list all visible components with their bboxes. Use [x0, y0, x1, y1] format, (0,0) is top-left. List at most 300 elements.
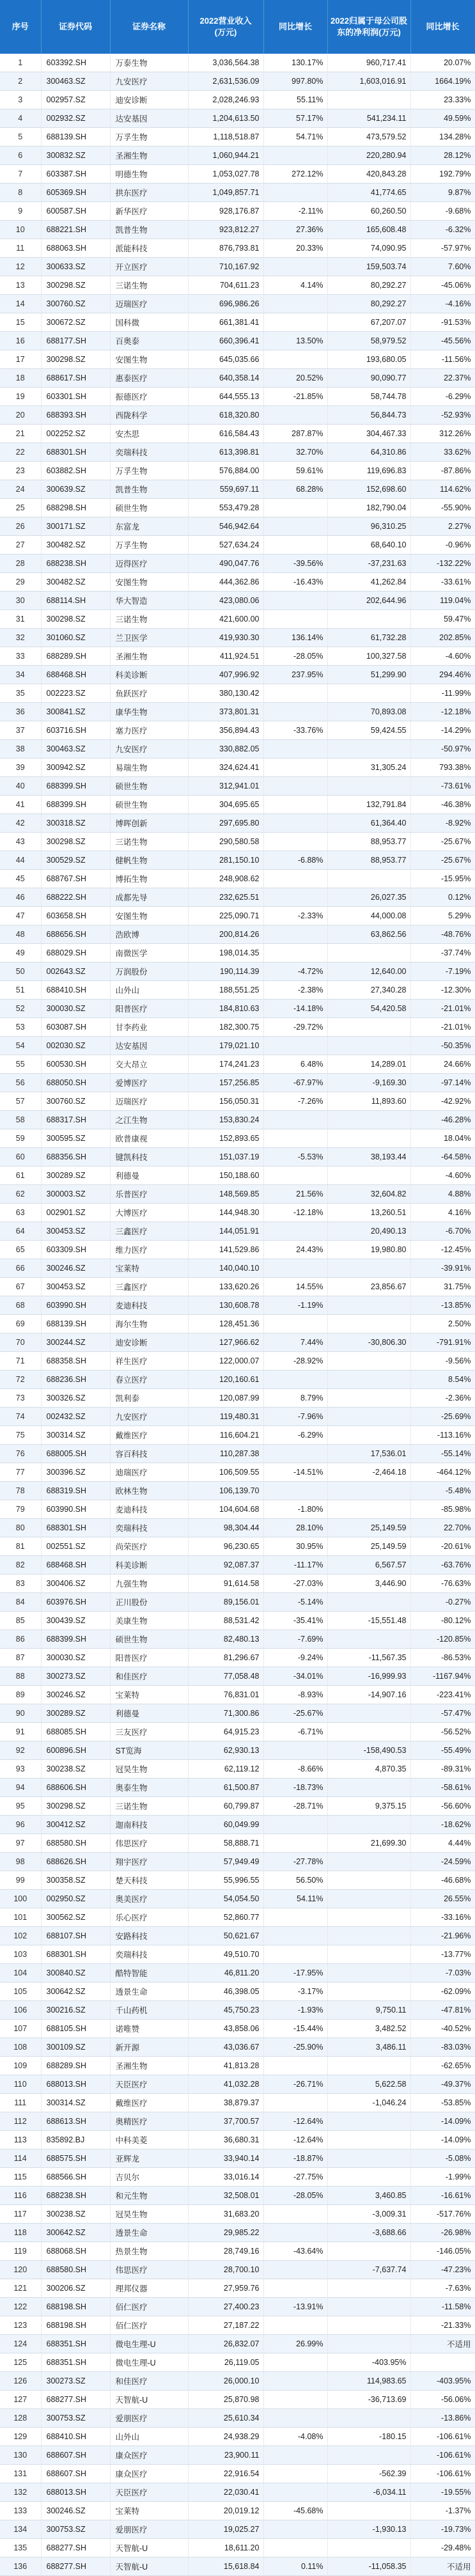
table-row [0, 2205, 475, 2224]
table-row [0, 1964, 475, 1983]
cell-rank: 44 [0, 851, 41, 870]
cell-profit-growth: -64.58% [410, 1148, 475, 1166]
cell-profit-growth: 4.44% [410, 1834, 475, 1853]
cell-revenue-growth [263, 2409, 327, 2428]
cell-revenue: 76,831.01 [188, 1686, 263, 1704]
cell-code: 300206.SZ [41, 2279, 110, 2298]
cell-profit-growth: -21.01% [410, 1018, 475, 1037]
cell-code: 300412.SZ [41, 1816, 110, 1834]
cell-revenue-growth [263, 1222, 327, 1241]
cell-revenue-growth [263, 2539, 327, 2557]
cell-code: 688607.SH [41, 2446, 110, 2465]
cell-net-profit [327, 1945, 410, 1964]
cell-revenue: 27,187.22 [188, 2316, 263, 2335]
cell-revenue-growth: -43.64% [263, 2242, 327, 2261]
cell-rank: 73 [0, 1389, 41, 1408]
cell-code: 688085.SH [41, 1723, 110, 1741]
cell-name: 硕世生物 [110, 777, 188, 796]
cell-revenue-growth: -17.95% [263, 1964, 327, 1983]
cell-net-profit: 26,027.35 [327, 888, 410, 907]
cell-revenue-growth [263, 1945, 327, 1964]
cell-net-profit [327, 1296, 410, 1315]
cell-net-profit [327, 1426, 410, 1445]
cell-code: 600896.SH [41, 1741, 110, 1760]
cell-net-profit: 159,503.74 [327, 258, 410, 276]
cell-rank: 100 [0, 1890, 41, 1908]
cell-revenue: 27,400.23 [188, 2298, 263, 2316]
cell-profit-growth: 31.75% [410, 1278, 475, 1296]
cell-profit-growth: -13.85% [410, 1296, 475, 1315]
cell-revenue-growth: -8.93% [263, 1686, 327, 1704]
cell-profit-growth: 26.55% [410, 1890, 475, 1908]
cell-code: 688351.SH [41, 2353, 110, 2372]
cell-name: 迪安诊断 [110, 1333, 188, 1352]
cell-profit-growth: -85.98% [410, 1500, 475, 1519]
cell-rank: 46 [0, 888, 41, 907]
cell-code: 603309.SH [41, 1241, 110, 1259]
cell-revenue: 45,750.23 [188, 2001, 263, 2020]
cell-name: 圣湘生物 [110, 146, 188, 165]
cell-revenue: 290,580.58 [188, 833, 263, 851]
cell-net-profit [327, 1018, 410, 1037]
cell-net-profit [327, 1779, 410, 1797]
cell-revenue-growth: -16.43% [263, 573, 327, 592]
cell-revenue: 616,584.43 [188, 425, 263, 443]
table-row [0, 499, 475, 517]
cell-revenue: 248,908.62 [188, 870, 263, 888]
cell-name: 山外山 [110, 2428, 188, 2446]
cell-revenue: 3,036,564.38 [188, 54, 263, 72]
cell-revenue-growth [263, 2224, 327, 2242]
cell-name: 三鑫医疗 [110, 1278, 188, 1296]
cell-rank: 70 [0, 1333, 41, 1352]
header-rank-label: 序号 [12, 22, 29, 32]
cell-code: 300463.SZ [41, 740, 110, 758]
cell-rank: 119 [0, 2242, 41, 2261]
cell-profit-growth: -55.49% [410, 1741, 475, 1760]
cell-name: 南微医学 [110, 944, 188, 962]
cell-revenue-growth: -11.17% [263, 1556, 327, 1575]
cell-profit-growth: -132.22% [410, 554, 475, 573]
cell-rank: 54 [0, 1037, 41, 1055]
cell-code: 300633.SZ [41, 258, 110, 276]
table-row [0, 1871, 475, 1890]
cell-revenue: 1,049,857.71 [188, 184, 263, 202]
cell-net-profit: 473,579.52 [327, 128, 410, 146]
cell-revenue-growth [263, 2353, 327, 2372]
table-row [0, 610, 475, 629]
cell-rank: 64 [0, 1222, 41, 1241]
cell-net-profit: 152,698.60 [327, 480, 410, 499]
cell-code: 688580.SH [41, 1834, 110, 1853]
cell-profit-growth: -40.52% [410, 2020, 475, 2038]
cell-revenue: 50,621.67 [188, 1927, 263, 1945]
cell-profit-growth: -1.37% [410, 2502, 475, 2520]
cell-name: 圣湘生物 [110, 2057, 188, 2075]
cell-code: 688399.SH [41, 796, 110, 814]
cell-code: 688236.SH [41, 1370, 110, 1389]
cell-name: 乐心医疗 [110, 1908, 188, 1927]
cell-revenue-growth: 32.70% [263, 443, 327, 462]
cell-name: 和元生物 [110, 2187, 188, 2205]
cell-name: 宝莱特 [110, 1259, 188, 1278]
cell-net-profit [327, 870, 410, 888]
cell-net-profit: 25,149.59 [327, 1537, 410, 1556]
cell-name: 戴维医疗 [110, 2094, 188, 2112]
cell-code: 688107.SH [41, 1927, 110, 1945]
cell-code: 688606.SH [41, 1779, 110, 1797]
cell-rank: 80 [0, 1519, 41, 1537]
cell-code: 688301.SH [41, 443, 110, 462]
cell-profit-growth: -24.59% [410, 1853, 475, 1871]
cell-code: 002932.SZ [41, 109, 110, 128]
cell-revenue-growth: 13.50% [263, 332, 327, 350]
cell-code: 688114.SH [41, 592, 110, 610]
cell-profit-growth: -4.60% [410, 647, 475, 666]
cell-rank: 75 [0, 1426, 41, 1445]
table-row [0, 684, 475, 703]
cell-rank: 96 [0, 1816, 41, 1834]
cell-rank: 61 [0, 1166, 41, 1185]
table-row [0, 1037, 475, 1055]
cell-code: 688238.SH [41, 554, 110, 573]
cell-revenue: 24,938.29 [188, 2428, 263, 2446]
table-row [0, 480, 475, 499]
cell-net-profit: 304,467.33 [327, 425, 410, 443]
cell-net-profit: 61,732.28 [327, 629, 410, 647]
cell-rank: 74 [0, 1408, 41, 1426]
table-row [0, 2483, 475, 2502]
cell-name: 酷特智能 [110, 1964, 188, 1983]
cell-revenue: 43,036.67 [188, 2038, 263, 2057]
cell-rank: 16 [0, 332, 41, 350]
cell-rank: 47 [0, 907, 41, 925]
cell-revenue: 133,620.26 [188, 1278, 263, 1296]
cell-code: 301060.SZ [41, 629, 110, 647]
cell-net-profit [327, 2057, 410, 2075]
cell-revenue-growth: 130.17% [263, 54, 327, 72]
table-row [0, 91, 475, 109]
header-net-profit-label: 2022归属于母公司股 东的净利润(万元) [331, 16, 407, 37]
cell-rank: 113 [0, 2131, 41, 2149]
cell-profit-growth: -120.85% [410, 1630, 475, 1649]
cell-name: 九安医疗 [110, 72, 188, 91]
cell-code: 002901.SZ [41, 1204, 110, 1222]
cell-rank: 114 [0, 2149, 41, 2168]
cell-profit-growth: 28.12% [410, 146, 475, 165]
cell-code: 688319.SH [41, 1482, 110, 1500]
cell-revenue: 26,119.05 [188, 2353, 263, 2372]
cell-revenue: 64,915.23 [188, 1723, 263, 1741]
cell-revenue: 373,801.31 [188, 703, 263, 721]
cell-profit-growth: 4.88% [410, 1185, 475, 1204]
cell-name: 宝莱特 [110, 2502, 188, 2520]
cell-profit-growth: -106.61% [410, 2465, 475, 2483]
cell-profit-growth: 0.12% [410, 888, 475, 907]
cell-name: 美康生物 [110, 1612, 188, 1630]
cell-revenue-growth: -4.72% [263, 962, 327, 981]
cell-revenue: 174,241.23 [188, 1055, 263, 1074]
table-row [0, 2335, 475, 2353]
cell-net-profit: 44,000.08 [327, 907, 410, 925]
cell-code: 688301.SH [41, 1519, 110, 1537]
cell-revenue: 188,551.25 [188, 981, 263, 1000]
cell-net-profit: 9,750.11 [327, 2001, 410, 2020]
header-revenue-label: 2022营业收入 (万元) [199, 16, 252, 37]
cell-code: 688656.SH [41, 925, 110, 944]
cell-revenue-growth: 28.10% [263, 1519, 327, 1537]
cell-code: 300298.SZ [41, 610, 110, 629]
cell-net-profit: 19,980.80 [327, 1241, 410, 1259]
header-revenue-growth [263, 0, 327, 54]
cell-profit-growth: 9.87% [410, 184, 475, 202]
cell-rank: 136 [0, 2557, 41, 2576]
cell-rank: 18 [0, 369, 41, 388]
cell-revenue: 356,894.43 [188, 721, 263, 740]
cell-net-profit: 56,844.73 [327, 406, 410, 425]
cell-code: 300216.SZ [41, 2001, 110, 2020]
table-row [0, 128, 475, 146]
cell-revenue: 88,531.42 [188, 1612, 263, 1630]
cell-revenue: 179,021.10 [188, 1037, 263, 1055]
cell-net-profit [327, 2242, 410, 2261]
cell-revenue-growth [263, 2279, 327, 2298]
cell-name: 利德曼 [110, 1704, 188, 1723]
cell-revenue-growth: 54.71% [263, 128, 327, 146]
cell-net-profit: -3,688.66 [327, 2224, 410, 2242]
cell-net-profit: 14,289.01 [327, 1055, 410, 1074]
table-row [0, 295, 475, 313]
cell-revenue-growth: 30.95% [263, 1537, 327, 1556]
table-row [0, 2409, 475, 2428]
cell-revenue-growth [263, 2261, 327, 2279]
cell-revenue: 33,016.14 [188, 2168, 263, 2187]
table-row [0, 740, 475, 758]
table-row [0, 2038, 475, 2057]
cell-code: 688050.SH [41, 1074, 110, 1092]
table-row [0, 2112, 475, 2131]
table-row [0, 184, 475, 202]
cell-revenue-growth [263, 1741, 327, 1760]
table-row [0, 1018, 475, 1037]
cell-rank: 52 [0, 1000, 41, 1018]
table-row [0, 2316, 475, 2335]
cell-code: 688013.SH [41, 2483, 110, 2502]
cell-revenue: 419,930.30 [188, 629, 263, 647]
cell-net-profit: -14,907.16 [327, 1686, 410, 1704]
cell-code: 688410.SH [41, 981, 110, 1000]
cell-profit-growth: 114.62% [410, 480, 475, 499]
table-row [0, 1259, 475, 1278]
cell-name: 三诺生物 [110, 1797, 188, 1816]
cell-rank: 26 [0, 517, 41, 536]
cell-name: 阳普医疗 [110, 1000, 188, 1018]
table-row [0, 1482, 475, 1500]
cell-net-profit: 11,893.60 [327, 1092, 410, 1111]
table-row [0, 1630, 475, 1649]
cell-revenue-growth [263, 1315, 327, 1333]
cell-code: 688139.SH [41, 1315, 110, 1333]
cell-net-profit: 88,953.77 [327, 833, 410, 851]
cell-profit-growth: 22.37% [410, 369, 475, 388]
cell-code: 688626.SH [41, 1853, 110, 1871]
cell-rank: 11 [0, 239, 41, 258]
cell-code: 603392.SH [41, 54, 110, 72]
cell-name: 麦迪科技 [110, 1296, 188, 1315]
cell-revenue: 61,500.87 [188, 1779, 263, 1797]
table-row [0, 1945, 475, 1964]
cell-revenue-growth: -21.85% [263, 388, 327, 406]
cell-rank: 84 [0, 1593, 41, 1612]
cell-profit-growth: -14.09% [410, 2112, 475, 2131]
cell-rank: 27 [0, 536, 41, 554]
cell-name: 键凯科技 [110, 1148, 188, 1166]
cell-profit-growth: -21.96% [410, 1927, 475, 1945]
cell-profit-growth: -15.95% [410, 870, 475, 888]
cell-rank: 81 [0, 1537, 41, 1556]
cell-name: 大博医疗 [110, 1204, 188, 1222]
cell-name: 麦迪科技 [110, 1500, 188, 1519]
cell-profit-growth: 7.60% [410, 258, 475, 276]
cell-revenue-growth: -25.90% [263, 2038, 327, 2057]
cell-rank: 42 [0, 814, 41, 833]
cell-revenue: 106,509.55 [188, 1463, 263, 1482]
cell-profit-growth: 49.59% [410, 109, 475, 128]
cell-rank: 59 [0, 1129, 41, 1148]
table-row [0, 1055, 475, 1074]
cell-rank: 53 [0, 1018, 41, 1037]
cell-name: 冠昊生物 [110, 2205, 188, 2224]
cell-rank: 40 [0, 777, 41, 796]
table-row [0, 2075, 475, 2094]
cell-rank: 124 [0, 2335, 41, 2353]
cell-name: 康众医疗 [110, 2465, 188, 2483]
header-code-label: 证券代码 [58, 22, 92, 32]
cell-rank: 116 [0, 2187, 41, 2205]
cell-profit-growth: -56.60% [410, 1797, 475, 1816]
cell-name: 万孚生物 [110, 462, 188, 480]
cell-revenue-growth: -2.11% [263, 202, 327, 221]
cell-code: 688399.SH [41, 777, 110, 796]
cell-revenue: 928,176.87 [188, 202, 263, 221]
cell-profit-growth: -76.63% [410, 1575, 475, 1593]
cell-rank: 118 [0, 2224, 41, 2242]
cell-net-profit [327, 2409, 410, 2428]
cell-revenue-growth [263, 2316, 327, 2335]
cell-code: 688221.SH [41, 221, 110, 239]
cell-code: 300326.SZ [41, 1389, 110, 1408]
cell-revenue: 140,040.10 [188, 1259, 263, 1278]
cell-profit-growth: -87.86% [410, 462, 475, 480]
cell-code: 300639.SZ [41, 480, 110, 499]
cell-revenue: 200,814.26 [188, 925, 263, 944]
cell-revenue: 43,858.06 [188, 2020, 263, 2038]
cell-net-profit: 4,870.35 [327, 1760, 410, 1779]
cell-revenue-growth [263, 1111, 327, 1129]
cell-revenue-growth: 68.28% [263, 480, 327, 499]
cell-rank: 4 [0, 109, 41, 128]
cell-rank: 60 [0, 1148, 41, 1166]
cell-revenue-growth [263, 2520, 327, 2539]
cell-net-profit: 32,604.82 [327, 1185, 410, 1204]
cell-name: 楚天科技 [110, 1871, 188, 1890]
cell-profit-growth: -146.05% [410, 2242, 475, 2261]
cell-net-profit [327, 777, 410, 796]
cell-net-profit: 420,843.28 [327, 165, 410, 184]
cell-rank: 8 [0, 184, 41, 202]
cell-rank: 5 [0, 128, 41, 146]
table-row [0, 592, 475, 610]
cell-net-profit: 3,482.52 [327, 2020, 410, 2038]
cell-revenue-growth: -12.18% [263, 1204, 327, 1222]
header-name [110, 0, 188, 54]
cell-rank: 15 [0, 313, 41, 332]
cell-profit-growth: -46.38% [410, 796, 475, 814]
table-row [0, 2446, 475, 2465]
cell-revenue: 32,508.01 [188, 2187, 263, 2205]
cell-profit-growth: -2.36% [410, 1389, 475, 1408]
cell-rank: 31 [0, 610, 41, 629]
cell-name: 三诺生物 [110, 610, 188, 629]
cell-name: 千山药机 [110, 2001, 188, 2020]
cell-code: 300642.SZ [41, 2224, 110, 2242]
cell-rank: 28 [0, 554, 41, 573]
cell-revenue: 23,900.11 [188, 2446, 263, 2465]
cell-revenue: 330,882.05 [188, 740, 263, 758]
cell-rank: 48 [0, 925, 41, 944]
cell-name: 天智航-U [110, 2391, 188, 2409]
cell-code: 300246.SZ [41, 1259, 110, 1278]
cell-revenue-growth: -27.78% [263, 1853, 327, 1871]
table-row [0, 109, 475, 128]
cell-revenue: 490,047.76 [188, 554, 263, 573]
cell-rank: 41 [0, 796, 41, 814]
cell-profit-growth: 2.50% [410, 1315, 475, 1333]
cell-name: 爱博医疗 [110, 1074, 188, 1092]
cell-code: 300314.SZ [41, 2094, 110, 2112]
cell-code: 603976.SH [41, 1593, 110, 1612]
cell-name: 和佳医疗 [110, 2372, 188, 2391]
cell-profit-growth: -56.06% [410, 2391, 475, 2409]
cell-rank: 117 [0, 2205, 41, 2224]
cell-profit-growth: -25.67% [410, 851, 475, 870]
cell-code: 300396.SZ [41, 1463, 110, 1482]
table-row [0, 2187, 475, 2205]
table-row [0, 925, 475, 944]
cell-net-profit: 63,862.56 [327, 925, 410, 944]
cell-net-profit: 3,460.85 [327, 2187, 410, 2205]
table-row [0, 721, 475, 740]
cell-revenue-growth: -5.53% [263, 1148, 327, 1166]
cell-revenue: 54,054.50 [188, 1890, 263, 1908]
cell-profit-growth: -63.76% [410, 1556, 475, 1575]
cell-revenue-growth [263, 833, 327, 851]
cell-rank: 112 [0, 2112, 41, 2131]
table-row [0, 2372, 475, 2391]
cell-name: 万泰生物 [110, 54, 188, 72]
cell-name: 天臣医疗 [110, 2075, 188, 2094]
cell-revenue-growth: -5.14% [263, 1593, 327, 1612]
cell-name: 安路科技 [110, 1927, 188, 1945]
cell-revenue-growth: 136.14% [263, 629, 327, 647]
cell-name: 塞力医疗 [110, 721, 188, 740]
cell-name: 伟思医疗 [110, 1834, 188, 1853]
cell-revenue-growth [263, 536, 327, 554]
cell-code: 688298.SH [41, 499, 110, 517]
cell-code: 300030.SZ [41, 1000, 110, 1018]
cell-rank: 36 [0, 703, 41, 721]
cell-code: 600530.SH [41, 1055, 110, 1074]
